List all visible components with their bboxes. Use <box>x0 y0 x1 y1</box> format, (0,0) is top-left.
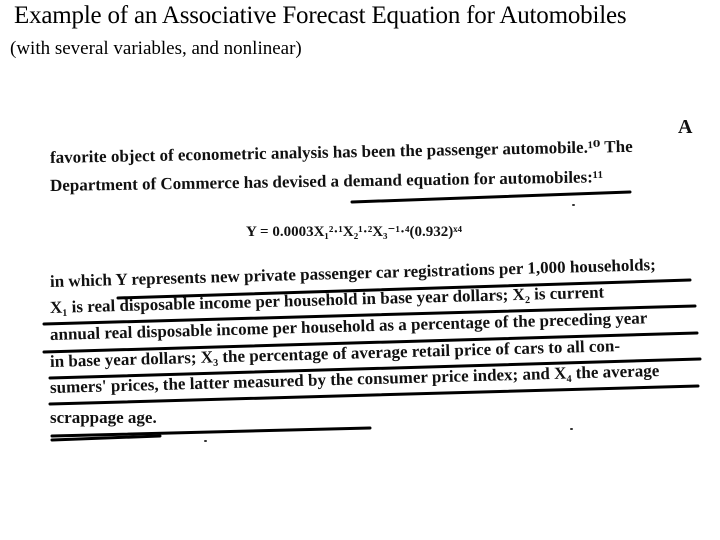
slide-subtitle: (with several variables, and nonlinear) <box>10 38 302 59</box>
paragraph-line-2: X₁ is real disposable income per household in base year dollars; X₂ is current <box>49 282 605 317</box>
demand-equation: Y = 0.0003X₁²·¹X₂¹·²X₃⁻¹·⁴(0.932)ˣ⁴ <box>246 224 462 240</box>
slide-title: Example of an Associative Forecast Equation for Automobiles <box>14 2 627 29</box>
scan-speck <box>570 428 573 430</box>
scanned-text-excerpt <box>38 112 708 472</box>
paragraph-line-4: in base year dollars; X₃ the percentage of average retail price of cars to all con- <box>49 336 621 371</box>
paragraph-line-6: scrappage age. <box>50 408 157 427</box>
paragraph-line-5: sumers' prices, the latter measured by the consumer price index; and X₄ the average <box>49 360 660 397</box>
paragraph-line-1: in which Y represents new private passenger car registrations per 1,000 households; <box>49 255 657 291</box>
scan-speck <box>204 440 207 442</box>
intro-line-1: favorite object of econometric analysis has been the passenger automobile.¹⁰ The <box>49 136 633 167</box>
intro-line-2: Department of Commerce has devised a demand equation for automobiles:¹¹ <box>49 167 604 195</box>
scan-speck <box>572 204 575 206</box>
section-letter: A <box>678 116 693 138</box>
paragraph-line-3: annual real disposable income per household as a percentage of the preceding year <box>49 308 648 344</box>
